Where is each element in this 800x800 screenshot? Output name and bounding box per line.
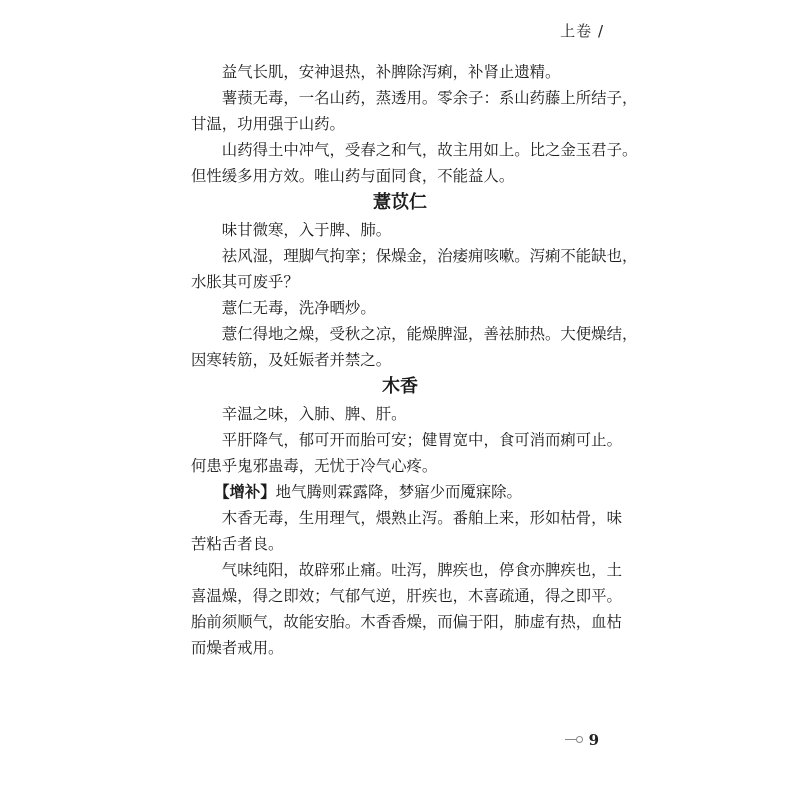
text-line: 胎前须顺气，故能安胎。木香香燥，而偏于阳，肺虚有热，血枯 bbox=[191, 613, 622, 631]
text-line-content: 地气腾则霖露降，梦寤少而魇寐除。 bbox=[275, 483, 522, 501]
page-ornament-icon bbox=[565, 736, 583, 744]
text-line: 何患乎鬼邪蛊毒，无忧于冷气心疼。 bbox=[191, 457, 438, 475]
text-line: 苦粘舌者良。 bbox=[191, 535, 284, 553]
page-body bbox=[191, 59, 638, 661]
paragraph bbox=[191, 217, 609, 243]
paragraph bbox=[191, 479, 609, 505]
paragraph bbox=[191, 137, 638, 189]
text-line: 益气长肌，安神退热，补脾除泻痢，补肾止遗精。 bbox=[221, 63, 561, 81]
paragraph bbox=[191, 243, 638, 295]
paragraph bbox=[191, 321, 638, 373]
paragraph bbox=[191, 85, 638, 137]
paragraph bbox=[191, 427, 622, 479]
text-line bbox=[191, 479, 609, 505]
paragraph bbox=[191, 557, 622, 661]
running-header: 上卷 / bbox=[560, 22, 604, 40]
paragraph bbox=[191, 59, 609, 85]
text-line: 水胀其可废乎？ bbox=[191, 273, 299, 291]
paragraph bbox=[191, 401, 609, 427]
text-line: 薏仁无毒，洗净晒炒。 bbox=[221, 299, 376, 317]
text-line: 甘温，功用强于山药。 bbox=[191, 115, 345, 133]
text-line: 喜温燥，得之即效；气郁气逆，肝疾也，木喜疏通，得之即平。 bbox=[191, 587, 622, 605]
text-line: 山药得土中冲气，受春之和气，故主用如上。比之金玉君子。 bbox=[221, 141, 638, 159]
section-heading: 木香 bbox=[382, 376, 418, 397]
supplement-tag: 【增补】 bbox=[214, 483, 276, 501]
paragraph bbox=[191, 295, 609, 321]
text-line: 木香无毒，生用理气，煨熟止泻。番舶上来，形如枯骨，味 bbox=[221, 509, 622, 527]
text-line: 平肝降气，郁可开而胎可安；健胃宽中，食可消而痢可止。 bbox=[221, 431, 622, 449]
text-line: 味甘微寒，入于脾、肺。 bbox=[221, 221, 392, 239]
page-footer bbox=[565, 731, 599, 749]
text-line: 但性缓多用方效。唯山药与面同食，不能益人。 bbox=[191, 167, 515, 185]
text-line: 祛风湿，理脚气拘挛；保燥金，治痿痈咳嗽。泻痢不能缺也， bbox=[221, 247, 638, 265]
text-line: 而燥者戒用。 bbox=[191, 639, 284, 657]
text-line: 辛温之味，入肺、脾、肝。 bbox=[221, 405, 407, 423]
text-line: 气味纯阳，故辟邪止痛。吐泻，脾疾也，停食亦脾疾也，土 bbox=[221, 561, 622, 579]
page-number: 9 bbox=[588, 731, 599, 749]
text-line: 因寒转筋，及妊娠者并禁之。 bbox=[191, 351, 392, 369]
paragraph bbox=[191, 505, 622, 557]
section-heading: 薏苡仁 bbox=[373, 192, 427, 213]
text-line: 薏仁得地之燥，受秋之凉，能燥脾湿，善祛肺热。大便燥结， bbox=[221, 325, 638, 343]
text-line: 薯蓣无毒，一名山药，蒸透用。零余子：系山药藤上所结子， bbox=[221, 89, 638, 107]
